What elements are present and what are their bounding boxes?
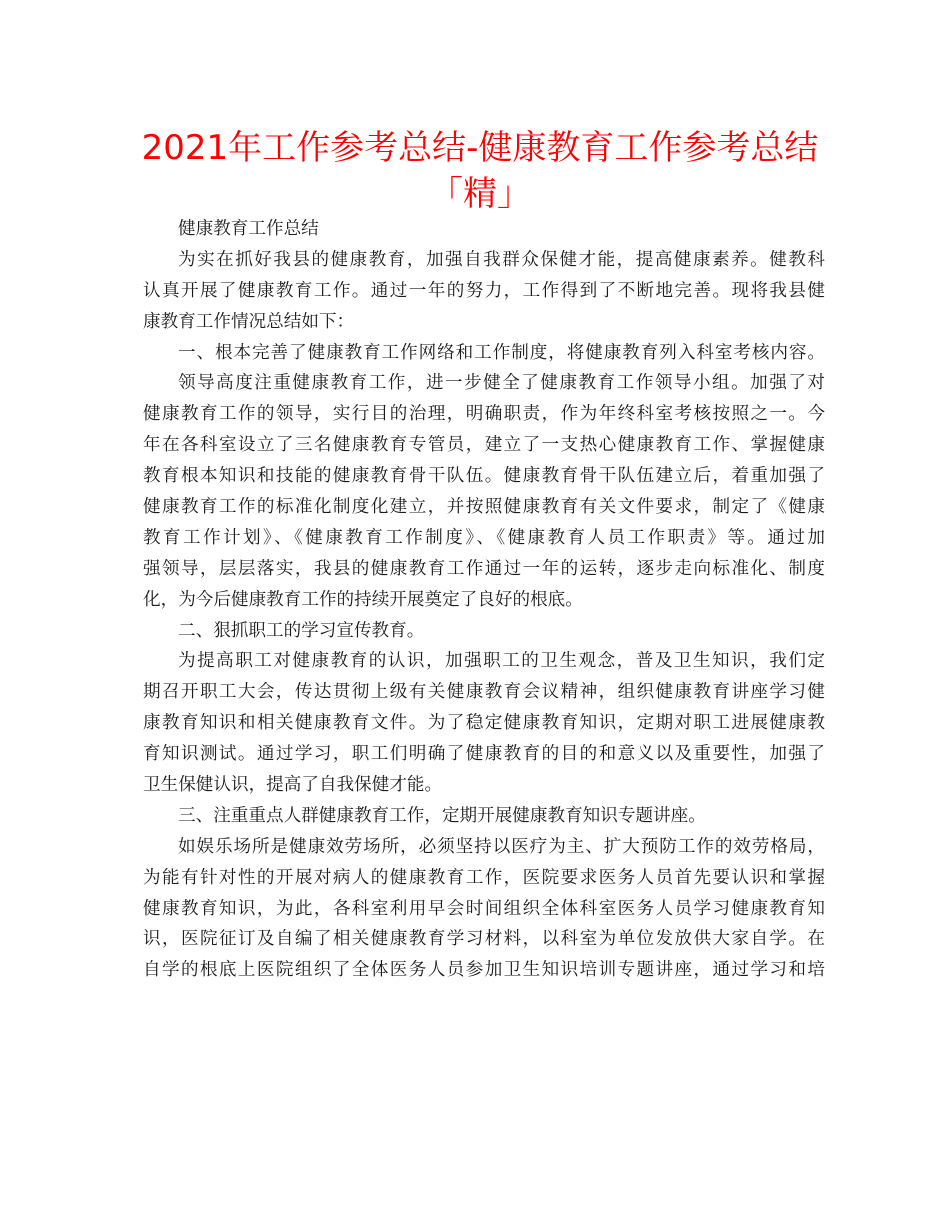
body-text-line: 一、根本完善了健康教育工作网络和工作制度，将健康教育列入科室考核内容。 bbox=[178, 342, 825, 363]
body-text-line: 育知识测试。通过学习，职工们明确了健康教育的目的和意义以及重要性，加强了 bbox=[143, 744, 825, 765]
body-text-line: 化，为今后健康教育工作的持续开展奠定了良好的根底。 bbox=[143, 589, 583, 610]
body-text-line: 康教育知识和相关健康教育文件。为了稳定健康教育知识，定期对职工进展健康教 bbox=[143, 713, 825, 734]
body-text-line: 年在各科室设立了三名健康教育专管员，建立了一支热心健康教育工作、掌握健康 bbox=[143, 435, 825, 456]
document-title-line1: 2021年工作参考总结-健康教育工作参考总结 bbox=[141, 128, 819, 168]
document-body bbox=[143, 214, 825, 986]
body-text-line: 健康教育知识，为此，各科室利用早会时间组织全体科室医务人员学习健康教育知 bbox=[143, 898, 825, 919]
body-text-line: 自学的根底上医院组织了全体医务人员参加卫生知识培训专题讲座，通过学习和培 bbox=[143, 960, 825, 981]
body-text-line: 教育根本知识和技能的健康教育骨干队伍。健康教育骨干队伍建立后，着重加强了 bbox=[143, 466, 825, 487]
body-text-line: 健康教育工作总结 bbox=[178, 219, 319, 239]
body-text-line: 认真开展了健康教育工作。通过一年的努力，工作得到了不断地完善。现将我县健 bbox=[143, 280, 825, 301]
body-text-line: 识，医院征订及自编了相关健康教育学习材料，以科室为单位发放供大家自学。在 bbox=[143, 929, 825, 950]
body-text-line: 三、注重重点人群健康教育工作，定期开展健康教育知识专题讲座。 bbox=[178, 805, 706, 826]
body-text-line: 如娱乐场所是健康效劳场所，必须坚持以医疗为主、扩大预防工作的效劳格局， bbox=[178, 836, 825, 857]
body-text-line: 健康教育工作的领导，实行目的治理，明确职责，作为年终科室考核按照之一。今 bbox=[143, 404, 825, 425]
body-text-line: 为实在抓好我县的健康教育，加强自我群众保健才能，提高健康素养。健教科 bbox=[178, 249, 825, 270]
body-text-line: 领导高度注重健康教育工作，进一步健全了健康教育工作领导小组。加强了对 bbox=[178, 373, 825, 394]
body-text-line: 康教育工作情况总结如下： bbox=[143, 311, 355, 332]
body-text-line: 卫生保健认识，提高了自我保健才能。 bbox=[143, 775, 443, 796]
body-text-line: 教育工作计划》、《健康教育工作制度》、《健康教育人员工作职责》等。通过加 bbox=[143, 527, 825, 548]
body-text-line: 二、狠抓职工的学习宣传教育。 bbox=[178, 620, 425, 641]
body-text-line: 期召开职工大会，传达贯彻上级有关健康教育会议精神，组织健康教育讲座学习健 bbox=[143, 682, 825, 703]
body-text-line: 健康教育工作的标准化制度化建立，并按照健康教育有关文件要求，制定了《健康 bbox=[143, 497, 825, 518]
document-title-line2: 「精」 bbox=[429, 174, 531, 214]
body-text-line: 为提高职工对健康教育的认识，加强职工的卫生观念，普及卫生知识，我们定 bbox=[178, 651, 825, 672]
body-text-line: 为能有针对性的开展对病人的健康教育工作，医院要求医务人员首先要认识和掌握 bbox=[143, 867, 825, 888]
body-text-line: 强领导，层层落实，我县的健康教育工作通过一年的运转，逐步走向标准化、制度 bbox=[143, 558, 825, 579]
